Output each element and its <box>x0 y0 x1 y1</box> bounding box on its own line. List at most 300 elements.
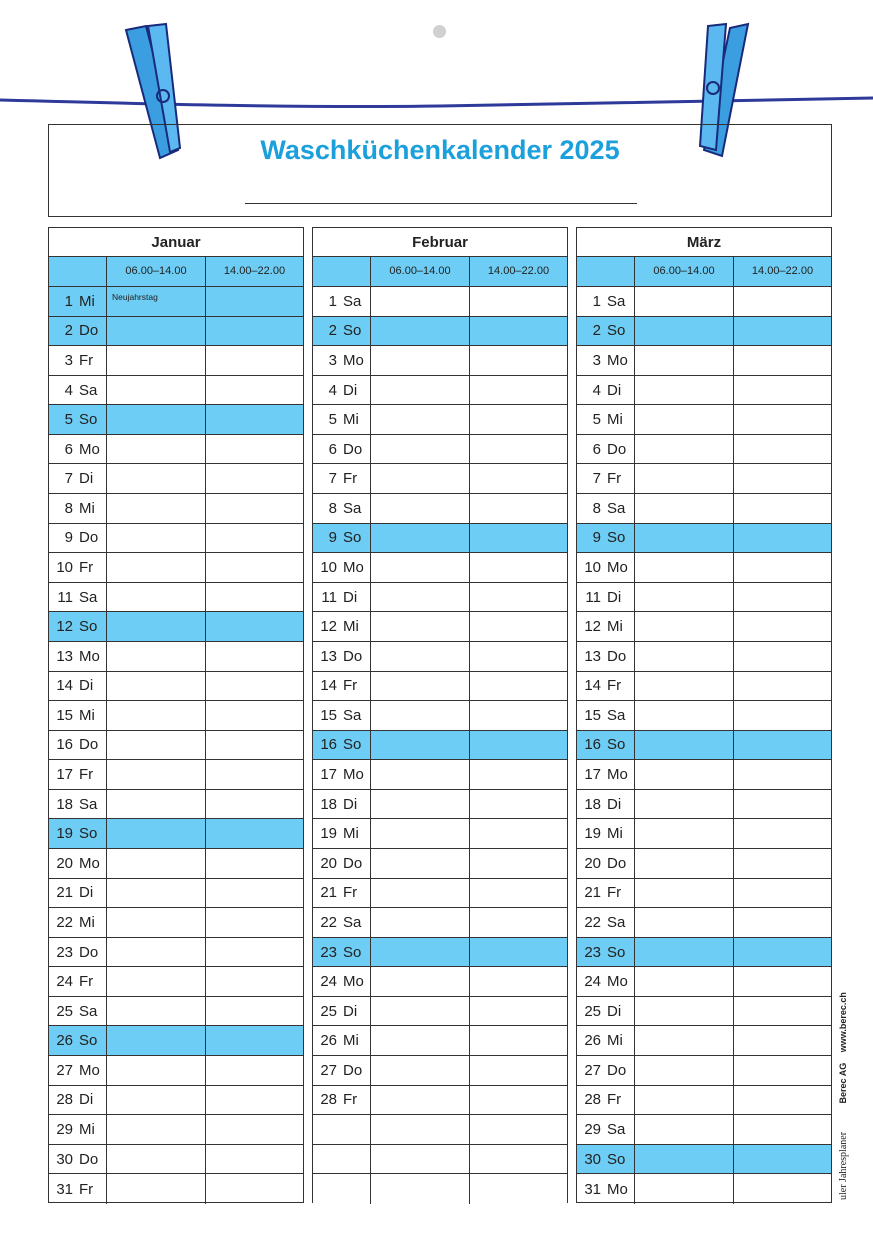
day-label <box>577 731 635 760</box>
day-label <box>49 1115 107 1144</box>
slot-early[interactable] <box>371 317 470 346</box>
day-label <box>577 612 635 641</box>
slot-late[interactable] <box>206 1145 303 1174</box>
slot-early[interactable] <box>635 790 734 819</box>
day-row <box>577 1086 831 1116</box>
slot-late[interactable] <box>734 967 831 996</box>
day-row <box>577 1145 831 1175</box>
slot-late[interactable] <box>206 908 303 937</box>
slot-late[interactable] <box>470 464 567 493</box>
weekday: Mo <box>79 647 100 665</box>
weekday: Di <box>343 1002 358 1020</box>
slot-late[interactable] <box>734 553 831 582</box>
day-label <box>577 435 635 464</box>
slot-early[interactable] <box>635 1145 734 1174</box>
day-number: 9 <box>328 529 337 547</box>
weekday: Do <box>79 736 99 754</box>
slot-early[interactable] <box>635 553 734 582</box>
slot-early[interactable] <box>107 317 206 346</box>
day-row <box>313 1026 567 1056</box>
slot-late[interactable] <box>470 997 567 1026</box>
slot-late[interactable] <box>206 1086 303 1115</box>
slot-early[interactable] <box>635 435 734 464</box>
slot-early[interactable] <box>635 849 734 878</box>
day-number: 8 <box>64 499 73 517</box>
slot-early[interactable] <box>635 879 734 908</box>
day-number: 23 <box>56 943 73 961</box>
day-number: 15 <box>584 706 601 724</box>
weekday: Sa <box>607 292 626 310</box>
slot-late[interactable] <box>734 938 831 967</box>
slot-early[interactable] <box>371 376 470 405</box>
slot-late[interactable] <box>470 1056 567 1085</box>
slot-early[interactable] <box>371 997 470 1026</box>
weekday: Sa <box>343 706 362 724</box>
slot-late[interactable] <box>470 879 567 908</box>
slot-early[interactable] <box>635 731 734 760</box>
day-number: 11 <box>57 588 73 606</box>
day-label <box>49 553 107 582</box>
slot-early[interactable] <box>635 346 734 375</box>
slot-late[interactable] <box>470 494 567 523</box>
slot-early[interactable] <box>635 524 734 553</box>
day-row <box>49 376 303 406</box>
slot-late[interactable] <box>470 287 567 316</box>
slot-early[interactable] <box>635 612 734 641</box>
day-label <box>49 701 107 730</box>
slot-late[interactable] <box>206 583 303 612</box>
slot-early[interactable] <box>107 967 206 996</box>
slot-early[interactable] <box>635 1086 734 1115</box>
slot-early[interactable] <box>371 938 470 967</box>
slot-early[interactable] <box>371 672 470 701</box>
slot-late[interactable] <box>734 672 831 701</box>
slot-late[interactable] <box>206 760 303 789</box>
weekday: Do <box>79 1150 99 1168</box>
day-number: 29 <box>56 1120 73 1138</box>
slot-late[interactable] <box>734 1026 831 1055</box>
day-row <box>49 731 303 761</box>
slot-late[interactable] <box>734 908 831 937</box>
day-label <box>313 317 371 346</box>
day-number: 27 <box>56 1061 73 1079</box>
day-number: 22 <box>584 913 601 931</box>
day-label <box>577 1174 635 1204</box>
slot-late[interactable] <box>734 1145 831 1174</box>
slot-early[interactable] <box>635 938 734 967</box>
day-label <box>577 997 635 1026</box>
weekday: Mi <box>79 1120 95 1138</box>
slot-late[interactable] <box>470 760 567 789</box>
empty-row <box>313 1145 567 1175</box>
slot-late[interactable] <box>734 405 831 434</box>
slot-late[interactable] <box>470 553 567 582</box>
month-name: Januar <box>49 228 303 257</box>
slot-late[interactable] <box>206 938 303 967</box>
day-number: 25 <box>584 1002 601 1020</box>
day-row <box>49 1086 303 1116</box>
shift-header-early: 06.00–14.00 <box>371 257 470 286</box>
day-row <box>49 642 303 672</box>
day-number: 20 <box>584 854 601 872</box>
slot-late[interactable] <box>734 1174 831 1204</box>
day-number: 24 <box>56 973 73 991</box>
slot-early[interactable] <box>107 731 206 760</box>
slot-late[interactable] <box>470 819 567 848</box>
day-row <box>577 731 831 761</box>
slot-early[interactable] <box>107 701 206 730</box>
slot-early[interactable] <box>635 1174 734 1204</box>
day-row <box>49 849 303 879</box>
slot-late[interactable] <box>206 642 303 671</box>
day-label <box>577 346 635 375</box>
slot-late[interactable] <box>470 1086 567 1115</box>
weekday: Mi <box>79 706 95 724</box>
slot-late[interactable] <box>206 819 303 848</box>
slot-late[interactable] <box>470 524 567 553</box>
day-label <box>577 553 635 582</box>
slot-late[interactable] <box>734 317 831 346</box>
slot-late[interactable] <box>206 1174 303 1204</box>
day-label <box>313 405 371 434</box>
day-label <box>313 524 371 553</box>
day-label <box>313 435 371 464</box>
slot-early[interactable] <box>635 583 734 612</box>
slot-early[interactable] <box>371 819 470 848</box>
slot-early[interactable] <box>107 464 206 493</box>
slot-late[interactable] <box>470 967 567 996</box>
shift-header <box>313 257 567 287</box>
day-label <box>49 405 107 434</box>
slot-late[interactable] <box>734 346 831 375</box>
slot-early[interactable] <box>371 464 470 493</box>
slot-early[interactable] <box>107 524 206 553</box>
slot-early[interactable] <box>635 464 734 493</box>
slot-early[interactable] <box>635 642 734 671</box>
slot-early[interactable] <box>371 553 470 582</box>
slot-early[interactable] <box>107 405 206 434</box>
slot-early[interactable] <box>107 494 206 523</box>
weekday: Do <box>343 440 363 458</box>
day-number: 10 <box>56 558 73 576</box>
slot-late[interactable] <box>734 376 831 405</box>
slot-late[interactable] <box>206 494 303 523</box>
slot-late[interactable] <box>734 701 831 730</box>
empty-cell <box>371 1115 470 1144</box>
company-url[interactable]: www.berec.ch <box>838 992 848 1053</box>
slot-early[interactable] <box>107 849 206 878</box>
slot-late[interactable] <box>734 583 831 612</box>
slot-early[interactable] <box>635 1115 734 1144</box>
slot-early[interactable] <box>635 701 734 730</box>
slot-late[interactable] <box>206 524 303 553</box>
day-number: 20 <box>320 854 337 872</box>
slot-late[interactable] <box>470 435 567 464</box>
slot-early[interactable] <box>635 405 734 434</box>
slot-late[interactable] <box>734 997 831 1026</box>
slot-early[interactable] <box>107 997 206 1026</box>
day-label <box>577 287 635 316</box>
slot-late[interactable] <box>206 346 303 375</box>
slot-early[interactable] <box>371 879 470 908</box>
slot-late[interactable] <box>206 1056 303 1085</box>
day-row <box>577 938 831 968</box>
slot-early[interactable] <box>635 1056 734 1085</box>
day-label <box>49 1086 107 1115</box>
day-number: 21 <box>584 884 601 902</box>
slot-early[interactable] <box>371 583 470 612</box>
day-label <box>577 938 635 967</box>
slot-early[interactable] <box>371 1026 470 1055</box>
slot-early[interactable] <box>107 1174 206 1204</box>
slot-late[interactable] <box>470 849 567 878</box>
slot-late[interactable] <box>734 731 831 760</box>
slot-late[interactable] <box>470 583 567 612</box>
slot-early[interactable] <box>107 790 206 819</box>
slot-early[interactable] <box>107 819 206 848</box>
slot-late[interactable] <box>470 405 567 434</box>
weekday: Do <box>607 1061 627 1079</box>
day-number: 14 <box>584 677 601 695</box>
weekday: Mi <box>79 499 95 517</box>
slot-late[interactable] <box>470 317 567 346</box>
day-row <box>49 583 303 613</box>
slot-early[interactable] <box>107 612 206 641</box>
weekday: Fr <box>79 766 94 784</box>
slot-late[interactable] <box>206 553 303 582</box>
slot-late[interactable] <box>470 701 567 730</box>
day-row <box>49 494 303 524</box>
slot-late[interactable] <box>206 701 303 730</box>
slot-early[interactable] <box>371 849 470 878</box>
slot-late[interactable] <box>734 1086 831 1115</box>
day-number: 2 <box>592 322 601 340</box>
month-maerz <box>576 227 832 1203</box>
slot-early[interactable] <box>107 435 206 464</box>
day-label <box>313 701 371 730</box>
weekday: Mo <box>607 766 628 784</box>
weekday: Sa <box>607 913 626 931</box>
slot-late[interactable] <box>470 731 567 760</box>
slot-early[interactable] <box>107 287 206 316</box>
slot-early[interactable] <box>635 760 734 789</box>
day-row <box>49 967 303 997</box>
day-number: 7 <box>64 470 73 488</box>
weekday: Fr <box>607 677 622 695</box>
weekday: Di <box>607 588 622 606</box>
day-number: 26 <box>320 1032 337 1050</box>
empty-cell <box>470 1115 567 1144</box>
day-label <box>313 1026 371 1055</box>
slot-early[interactable] <box>107 642 206 671</box>
slot-early[interactable] <box>371 731 470 760</box>
day-number: 13 <box>320 647 337 665</box>
day-number: 30 <box>56 1150 73 1168</box>
weekday: So <box>343 322 362 340</box>
slot-early[interactable] <box>371 405 470 434</box>
slot-late[interactable] <box>734 790 831 819</box>
slot-late[interactable] <box>734 464 831 493</box>
slot-early[interactable] <box>107 583 206 612</box>
slot-early[interactable] <box>107 672 206 701</box>
day-row <box>49 1145 303 1175</box>
day-label <box>49 494 107 523</box>
slot-late[interactable] <box>734 760 831 789</box>
slot-early[interactable] <box>371 908 470 937</box>
slot-early[interactable] <box>107 1086 206 1115</box>
empty-row <box>313 1174 567 1204</box>
slot-early[interactable] <box>107 908 206 937</box>
day-label <box>313 879 371 908</box>
day-label <box>577 1056 635 1085</box>
slot-early[interactable] <box>371 287 470 316</box>
slot-late[interactable] <box>206 287 303 316</box>
slot-early[interactable] <box>635 967 734 996</box>
slot-early[interactable] <box>635 997 734 1026</box>
slot-early[interactable] <box>371 612 470 641</box>
day-row <box>577 642 831 672</box>
slot-early[interactable] <box>107 938 206 967</box>
slot-early[interactable] <box>371 494 470 523</box>
slot-late[interactable] <box>206 672 303 701</box>
slot-early[interactable] <box>371 967 470 996</box>
slot-late[interactable] <box>206 464 303 493</box>
day-number: 8 <box>328 499 337 517</box>
slot-late[interactable] <box>206 317 303 346</box>
slot-early[interactable] <box>107 760 206 789</box>
slot-late[interactable] <box>734 1115 831 1144</box>
slot-late[interactable] <box>206 967 303 996</box>
slot-early[interactable] <box>107 1056 206 1085</box>
day-label <box>577 317 635 346</box>
slot-late[interactable] <box>734 287 831 316</box>
slot-early[interactable] <box>635 287 734 316</box>
day-label <box>577 1086 635 1115</box>
slot-early[interactable] <box>107 346 206 375</box>
name-line[interactable] <box>245 203 637 204</box>
slot-early[interactable] <box>107 1145 206 1174</box>
day-number: 18 <box>584 795 601 813</box>
slot-early[interactable] <box>371 760 470 789</box>
slot-late[interactable] <box>470 642 567 671</box>
slot-early[interactable] <box>107 1026 206 1055</box>
slot-early[interactable] <box>107 376 206 405</box>
slot-late[interactable] <box>470 790 567 819</box>
day-number: 1 <box>328 292 337 310</box>
slot-late[interactable] <box>734 819 831 848</box>
slot-late[interactable] <box>206 849 303 878</box>
weekday: Sa <box>607 706 626 724</box>
day-row <box>49 317 303 347</box>
day-label <box>313 790 371 819</box>
day-row <box>577 672 831 702</box>
day-label <box>49 938 107 967</box>
shift-header <box>577 257 831 287</box>
slot-early[interactable] <box>635 1026 734 1055</box>
slot-early[interactable] <box>635 908 734 937</box>
weekday: Mo <box>607 351 628 369</box>
day-label <box>49 849 107 878</box>
slot-late[interactable] <box>734 642 831 671</box>
shift-header-early: 06.00–14.00 <box>635 257 734 286</box>
day-row <box>49 553 303 583</box>
slot-late[interactable] <box>734 494 831 523</box>
weekday: Mo <box>343 973 364 991</box>
slot-late[interactable] <box>206 790 303 819</box>
weekday: Fr <box>607 1091 622 1109</box>
slot-early[interactable] <box>635 376 734 405</box>
slot-early[interactable] <box>635 819 734 848</box>
day-number: 4 <box>592 381 601 399</box>
slot-early[interactable] <box>371 1086 470 1115</box>
slot-early[interactable] <box>371 790 470 819</box>
slot-late[interactable] <box>470 938 567 967</box>
empty-row <box>313 1115 567 1145</box>
slot-late[interactable] <box>206 435 303 464</box>
slot-late[interactable] <box>470 612 567 641</box>
slot-late[interactable] <box>206 1115 303 1144</box>
slot-early[interactable] <box>635 672 734 701</box>
slot-late[interactable] <box>206 612 303 641</box>
slot-early[interactable] <box>371 346 470 375</box>
weekday: Mi <box>343 1032 359 1050</box>
day-label <box>49 760 107 789</box>
slot-early[interactable] <box>107 879 206 908</box>
slot-early[interactable] <box>635 317 734 346</box>
slot-late[interactable] <box>206 997 303 1026</box>
day-row <box>49 612 303 642</box>
weekday: So <box>607 943 626 961</box>
slot-early[interactable] <box>635 494 734 523</box>
slot-late[interactable] <box>734 612 831 641</box>
slot-late[interactable] <box>734 849 831 878</box>
weekday: Mo <box>343 558 364 576</box>
slot-late[interactable] <box>206 376 303 405</box>
day-number: 25 <box>56 1002 73 1020</box>
weekday: So <box>79 1032 98 1050</box>
slot-late[interactable] <box>734 879 831 908</box>
day-number: 11 <box>321 588 337 606</box>
slot-late[interactable] <box>470 908 567 937</box>
slot-late[interactable] <box>734 524 831 553</box>
slot-late[interactable] <box>206 731 303 760</box>
day-label <box>49 1145 107 1174</box>
slot-late[interactable] <box>470 346 567 375</box>
day-label <box>313 376 371 405</box>
brand-logo-text: uler Jahresplaner <box>838 1131 849 1200</box>
slot-late[interactable] <box>470 1026 567 1055</box>
slot-early[interactable] <box>371 1056 470 1085</box>
weekday: Sa <box>343 292 362 310</box>
slot-early[interactable] <box>371 701 470 730</box>
weekday: Sa <box>343 499 362 517</box>
slot-late[interactable] <box>734 1056 831 1085</box>
day-row <box>577 967 831 997</box>
slot-early[interactable] <box>371 524 470 553</box>
slot-early[interactable] <box>371 642 470 671</box>
day-number: 5 <box>64 411 73 429</box>
slot-early[interactable] <box>107 553 206 582</box>
slot-late[interactable] <box>470 376 567 405</box>
slot-early[interactable] <box>371 435 470 464</box>
slot-late[interactable] <box>470 672 567 701</box>
slot-late[interactable] <box>734 435 831 464</box>
slot-early[interactable] <box>107 1115 206 1144</box>
slot-late[interactable] <box>206 405 303 434</box>
weekday: Fr <box>79 558 94 576</box>
slot-late[interactable] <box>206 879 303 908</box>
slot-late[interactable] <box>206 1026 303 1055</box>
